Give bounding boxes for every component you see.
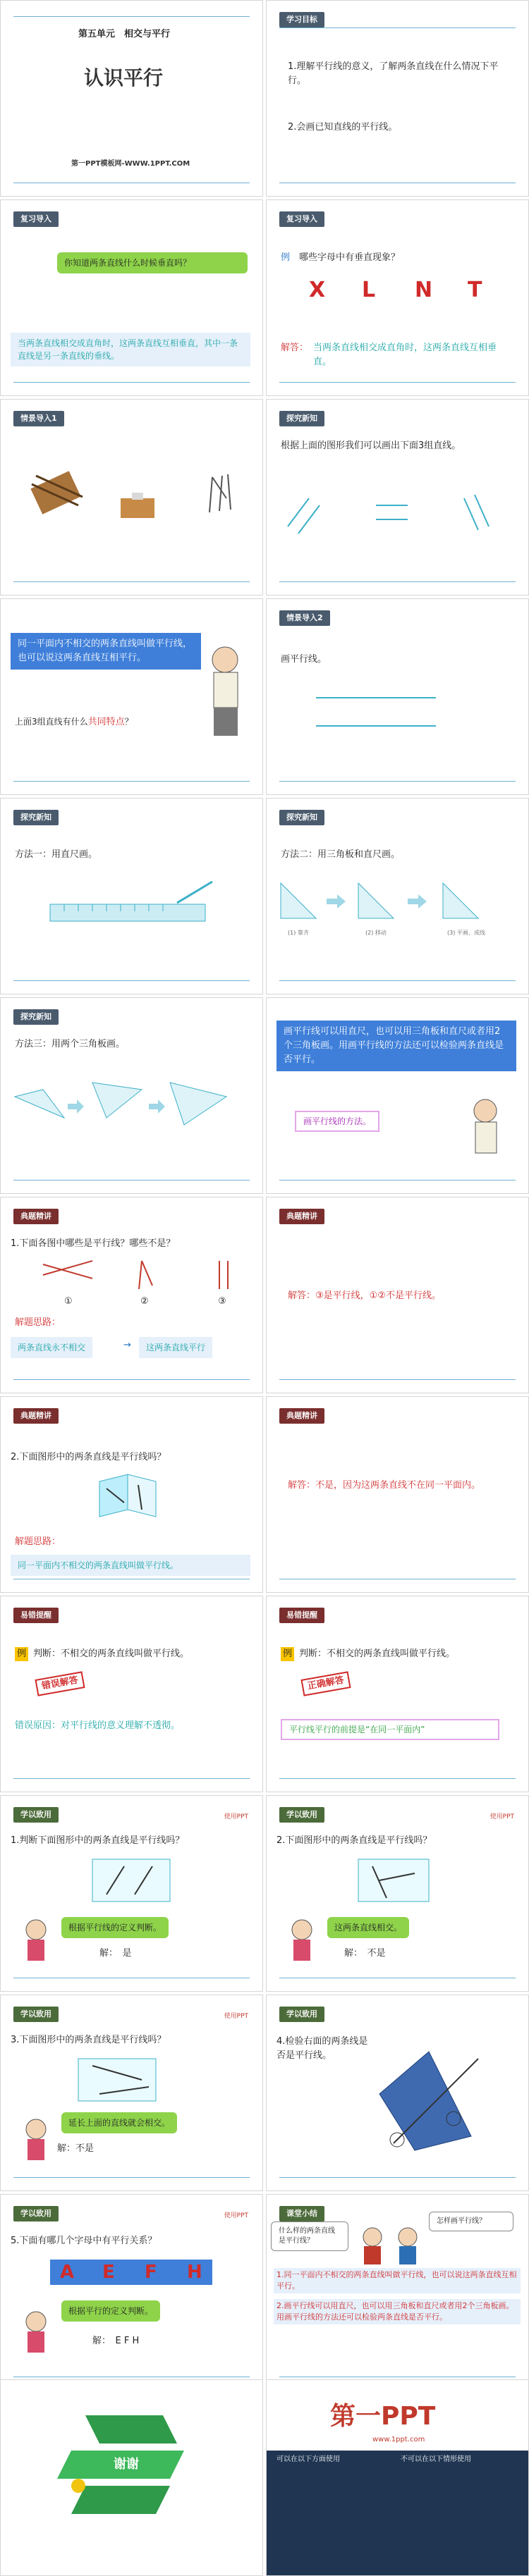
- section-tag: 易错提醒: [13, 1608, 59, 1623]
- example-marker: 例: [281, 252, 291, 263]
- section-tag: 典题精讲: [13, 1408, 59, 1424]
- judge-text: 判断：不相交的两条直线叫做平行线。: [299, 1648, 456, 1659]
- answer-text: 解答：不是，因为这两条直线不在同一平面内。: [288, 1480, 481, 1491]
- section-tag: 探究新知: [13, 1009, 59, 1025]
- wrong-stamp: 错误解答: [35, 1671, 85, 1696]
- label-3: ③: [218, 1296, 226, 1307]
- teacher-figure: [1, 599, 263, 795]
- section-tag: 学习目标: [279, 12, 324, 27]
- divider-line: [279, 781, 516, 782]
- divider-line: [279, 2177, 516, 2178]
- teacher-figure: [267, 998, 529, 1194]
- divider-line: [279, 1180, 516, 1181]
- section-tag: 学以致用: [13, 2206, 59, 2221]
- slide-17-mistake: [0, 1596, 263, 1792]
- thanks-text: 谢谢: [114, 2457, 139, 2472]
- caption-1: (1) 靠齐: [288, 930, 309, 936]
- ruler-illustration: [1, 799, 263, 994]
- label-2: ②: [140, 1296, 149, 1307]
- method-text: 方法三：用两个三角板画。: [15, 1039, 126, 1049]
- question-text: 2.下面图形中的两条直线是平行线吗？: [276, 1835, 432, 1846]
- slide-7-definition: [0, 598, 263, 795]
- slide-8-scene2: [266, 598, 529, 795]
- page-title: 认识平行: [84, 66, 164, 90]
- judge-text: 判断：不相交的两条直线叫做平行线。: [33, 1648, 190, 1659]
- slide-3-review: [0, 199, 263, 396]
- hint-bubble: 根据平行的定义判断。: [61, 2300, 160, 2322]
- hint-bubble: 延长上面的直线就会相交。: [61, 2112, 177, 2133]
- draw-text: 画平行线。: [281, 654, 327, 665]
- divider-line: [279, 27, 516, 28]
- top-right-badge: 使用PPT: [224, 2013, 248, 2020]
- question-text: 1.判断下面图形中的两条直线是平行线吗？: [11, 1835, 185, 1846]
- question-text: 4.检验右面的两条线是否是平行线。: [276, 2036, 368, 2061]
- slide-1-cover: [0, 0, 263, 197]
- slide-16-answer: [266, 1396, 529, 1593]
- top-right-badge: 使用PPT: [490, 1813, 514, 1820]
- slide-19-practice: [0, 1795, 263, 1992]
- figure: [1, 1796, 263, 1992]
- credits-panel: [267, 2451, 529, 2576]
- question-bubble-2: 怎样画平行线？: [429, 2212, 513, 2231]
- idea-to: 这两条直线平行: [139, 1337, 212, 1358]
- divider-line: [13, 1180, 250, 1181]
- girl-figure: [1, 2195, 263, 2391]
- slide-10-method2: [266, 798, 529, 994]
- answer-label: 解答：: [281, 343, 309, 353]
- letter-e: E: [102, 2262, 115, 2283]
- divider-line: [279, 980, 516, 981]
- divider-line: [13, 382, 250, 383]
- label-1: ①: [64, 1296, 73, 1307]
- section-tag: 典题精讲: [279, 1209, 324, 1224]
- letter-n: N: [415, 278, 433, 302]
- method-text: 方法二：用三角板和直尺画。: [281, 849, 401, 860]
- caption-3: (3) 平画、成线: [447, 930, 485, 936]
- slide-12-summary: [266, 997, 529, 1194]
- letter-t: T: [468, 278, 482, 302]
- answer-text: 当两条直线相交成直角时，这两条直线互相垂直。: [313, 343, 497, 367]
- slide-25-thanks: [0, 2379, 263, 2576]
- answer-text: 解： E F H: [92, 2336, 140, 2346]
- section-tag: 探究新知: [279, 411, 324, 426]
- point-1: 1.同一平面内不相交的两条直线叫做平行线，也可以说这两条直线互相平行。: [274, 2268, 521, 2293]
- parallel-bars-icon: [209, 474, 231, 512]
- credits-col2: 不可以在以下情形使用: [401, 2455, 471, 2463]
- section-tag: 复习导入: [279, 211, 324, 227]
- slide-26-credits: [266, 2379, 529, 2576]
- question-text: 哪些字母中有垂直现象？: [299, 252, 401, 263]
- angle-figure: [267, 1995, 529, 2191]
- section-tag: 情景导入2: [279, 610, 330, 626]
- thanks-ribbon: [1, 2380, 263, 2576]
- example-marker: 例: [15, 1647, 28, 1661]
- slide-21-practice: [0, 1995, 263, 2191]
- divider-line: [279, 1379, 516, 1380]
- slide-22-practice: [266, 1995, 529, 2191]
- section-tag: 典题精讲: [13, 1209, 59, 1224]
- divider-line: [279, 1778, 516, 1779]
- method-tag: 画平行线的方法。: [295, 1111, 379, 1132]
- logo-text: 第一PPT: [330, 2402, 436, 2431]
- divider-line: [279, 581, 516, 582]
- answer-text: 解答：③是平行线，①②不是平行线。: [288, 1290, 441, 1301]
- slide-20-practice: [266, 1795, 529, 1992]
- top-right-badge: 使用PPT: [224, 1813, 248, 1820]
- slide-13-example: [0, 1197, 263, 1393]
- section-tag: 复习导入: [13, 211, 59, 227]
- arrow-icon: →: [123, 1340, 131, 1350]
- answer-box: 当两条直线相交成直角时，这两条直线互相垂直，其中一条直线是另一条直线的垂线。: [11, 333, 250, 366]
- divider-line: [13, 581, 250, 582]
- idea-from: 两条直线永不相交: [11, 1337, 92, 1358]
- question-text: 5.下面有哪几个字母中有平行关系？: [11, 2236, 157, 2246]
- idea-label: 解题思路：: [15, 1317, 61, 1328]
- unit-label: 第五单元 相交与平行: [78, 29, 171, 39]
- divider-line: [13, 980, 250, 981]
- section-tag: 典题精讲: [279, 1408, 324, 1424]
- slide-24-summary: [266, 2194, 529, 2391]
- section-tag: 易错提醒: [279, 1608, 324, 1623]
- slide-6-explore: [266, 399, 529, 596]
- figure: [1, 1995, 263, 2191]
- divider-line: [13, 1379, 250, 1380]
- question-text: 2.下面图形中的两条直线是平行线吗？: [11, 1452, 166, 1462]
- hint-bubble: 根据平行线的定义判断。: [61, 1917, 169, 1938]
- divider-line: [13, 16, 250, 17]
- letter-f: F: [145, 2262, 157, 2283]
- answer-text: 解：不是: [57, 2143, 95, 2154]
- divider-line: [13, 1778, 250, 1779]
- point-2: 2.画平行线可以用直尺，也可以用三角板和直尺或者用2个三角板画。用画平行线的方法还可以检验两条直线是否平行。: [274, 2299, 521, 2324]
- question-suffix: ？: [124, 717, 133, 727]
- question-text: 3.下面图形中的两条直线是平行线吗？: [11, 2035, 166, 2045]
- slide-15-example: [0, 1396, 263, 1593]
- letter-a: A: [60, 2262, 75, 2283]
- question-highlight: 共同特点: [87, 717, 125, 727]
- section-tag: 学以致用: [279, 1807, 324, 1823]
- two-parallel-lines: [267, 599, 529, 795]
- reason-text: 错误原因：对平行线的意义理解不透彻。: [15, 1720, 181, 1731]
- logo-url: www.1ppt.com: [372, 2436, 425, 2443]
- section-tag: 学以致用: [13, 1807, 59, 1823]
- slide-23-practice: [0, 2194, 263, 2391]
- letter-l: L: [362, 278, 376, 302]
- railway-track-icon: [30, 471, 83, 514]
- two-set-squares: [1, 998, 263, 1194]
- question-prefix: 上面3组直线有什么: [15, 717, 88, 727]
- slide-4-review: [266, 199, 529, 396]
- hint-box: 同一平面内不相交的两条直线叫做平行线。: [11, 1555, 250, 1576]
- summary-box: 画平行线可以用直尺，也可以用三角板和直尺或者用2个三角板画。用画平行线的方法还可以检验两条直线是否平行。: [276, 1021, 516, 1071]
- set-square-steps: [267, 799, 529, 994]
- question-text: 1.下面各图中哪些是平行线？哪些不是？: [11, 1238, 176, 1249]
- letter-x: X: [309, 278, 326, 302]
- section-tag: 情景导入1: [13, 411, 64, 426]
- scene-illustration: [1, 400, 263, 596]
- divider-line: [279, 382, 516, 383]
- section-tag: 学以致用: [13, 2007, 59, 2022]
- top-right-badge: 使用PPT: [224, 2212, 248, 2219]
- slide-14-answer: [266, 1197, 529, 1393]
- idea-label: 解题思路：: [15, 1536, 61, 1547]
- figure: [267, 1796, 529, 1992]
- method-text: 方法一：用直尺画。: [15, 849, 98, 860]
- slide-9-method1: [0, 798, 263, 994]
- section-tag: 探究新知: [279, 810, 324, 825]
- question-bubble: 你知道两条直线什么时候垂直吗？: [57, 252, 248, 273]
- note-box: 平行线平行的前提是“在同一平面内”: [281, 1719, 499, 1740]
- slide-18-correct: [266, 1596, 529, 1792]
- explore-text: 根据上面的图形我们可以画出下面3组直线。: [281, 440, 461, 451]
- section-tag: 学以致用: [279, 2007, 324, 2022]
- answer-text: 解： 不是: [344, 1948, 386, 1959]
- question-bubble-1: 什么样的两条直线是平行线？: [271, 2221, 348, 2251]
- slide-2-goals: [266, 0, 529, 197]
- slide-5-scene: [0, 399, 263, 596]
- three-line-pairs: [267, 400, 529, 596]
- answer-text: 解： 是: [99, 1948, 132, 1959]
- divider-line: [13, 2177, 250, 2178]
- divider-line: [13, 781, 250, 782]
- hint-bubble: 这两条直线相交。: [327, 1917, 409, 1938]
- definition-box: 同一平面内不相交的两条直线叫做平行线，也可以说这两条直线互相平行。: [11, 633, 201, 670]
- goal-2: 2.会画已知直线的平行线。: [288, 122, 398, 133]
- slide-11-method3: [0, 997, 263, 1194]
- box-icon: [121, 493, 154, 518]
- caption-2: (2) 移动: [365, 930, 387, 936]
- letter-h: H: [187, 2262, 202, 2283]
- section-tag: 课堂小结: [279, 2206, 324, 2221]
- example-marker: 例: [281, 1647, 294, 1661]
- section-tag: 探究新知: [13, 810, 59, 825]
- goal-1: 1.理解平行线的意义，了解两条直线在什么情况下平行。: [288, 61, 499, 86]
- correct-stamp: 正确解答: [300, 1671, 351, 1696]
- credits-col1: 可以在以下方面使用: [276, 2455, 340, 2463]
- watermark-text: 第一PPT模板网-WWW.1PPT.COM: [71, 160, 190, 168]
